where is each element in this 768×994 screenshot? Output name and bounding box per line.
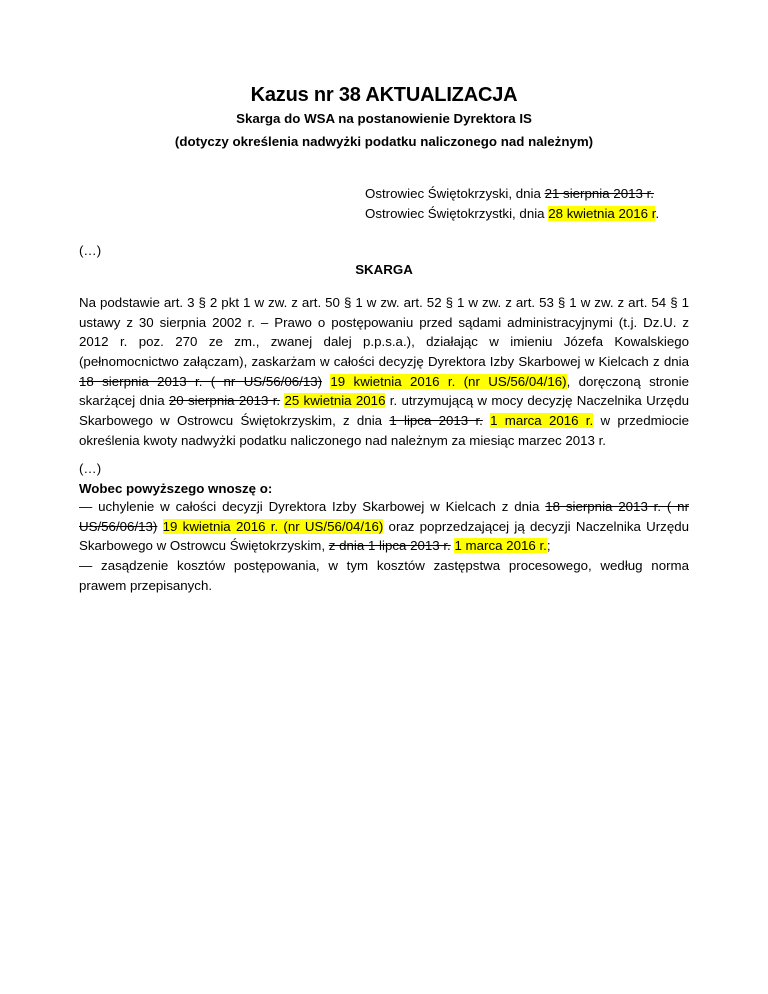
paragraph-line: ustawy z 30 sierpnia 2002 r. – Prawo o postępowaniu przed sądami administracyjnymi (t.j. Dz.U. z <box>79 314 689 330</box>
line-text: , doręczoną stronie <box>566 373 689 389</box>
paragraph-line: Na podstawie art. 3 § 2 pkt 1 w zw. z art. 50 § 1 w zw. art. 52 § 1 w zw. z art. 53 § 1 w zw. z art. 54 § 1 <box>79 295 689 310</box>
struck-text: 1 lipca 2013 r. <box>389 413 483 429</box>
line-text: Skarbowego w Ostrowcu Świętokrzyskim, <box>79 538 329 554</box>
highlighted-date: 28 kwietnia 2016 <box>548 206 649 221</box>
line-text: skarżącej dnia <box>79 393 169 409</box>
highlighted-text: 25 kwietnia 2016 <box>284 393 386 409</box>
place-prefix: Ostrowiec Świętokrzystki, dnia <box>365 206 549 221</box>
highlighted-suffix: r <box>648 206 656 221</box>
paragraph-line <box>79 372 689 392</box>
place-date-new <box>365 206 659 221</box>
document-subtitle-note: (dotyczy określenia nadwyżki podatku naliczonego nad należnym) <box>174 134 594 149</box>
line-text: — uchylenie w całości decyzji Dyrektora Izby Skarbowej w Kielcach z dnia <box>79 499 546 514</box>
highlighted-text: 1 marca 2016 r. <box>454 538 547 554</box>
main-paragraph <box>79 293 689 451</box>
period: . <box>655 206 660 221</box>
line-text: oraz poprzedzającej ją decyzji Naczelnika Urzędu <box>383 518 689 534</box>
ellipsis: (…) <box>79 461 102 476</box>
paragraph-line: — zasądzenie kosztów postępowania, w tym kosztów zastępstwa procesowego, według norma <box>79 558 689 574</box>
struck-text: 18 sierpnia 2013 r. ( nr <box>545 499 689 514</box>
struck-text: 20 sierpnia 2013 r. <box>168 393 281 409</box>
struck-text: 18 sierpnia 2013 r. ( nr US/56/06/13) <box>79 373 323 389</box>
requests-heading: Wobec powyższego wnoszę o: <box>79 481 273 496</box>
document-title: Kazus nr 38 AKTUALIZACJA <box>250 84 518 106</box>
line-text: Skarbowego w Ostrowcu Świętokrzyskim, z dnia <box>79 413 390 429</box>
paragraph-line <box>79 497 689 517</box>
document-subtitle: Skarga do WSA na postanowienie Dyrektora IS <box>236 111 532 126</box>
line-text: ; <box>546 538 551 554</box>
place-prefix: Ostrowiec Świętokrzyski, dnia <box>365 186 545 201</box>
highlighted-text: 19 kwietnia 2016 r. (nr US/56/04/16) <box>330 373 567 389</box>
highlighted-text: 1 marca 2016 r. <box>490 413 594 429</box>
struck-text: z dnia 1 lipca 2013 r. <box>328 538 451 554</box>
paragraph-line: (pełnomocnictwo załączam), zaskarżam w całości decyzję Dyrektora Izby Skarbowej w Kielcach z dnia <box>79 354 689 370</box>
requests-paragraph <box>79 497 689 595</box>
paragraph-line <box>79 536 689 556</box>
line-text: w przedmiocie <box>593 413 689 429</box>
highlighted-text: 19 kwietnia 2016 r. (nr US/56/04/16) <box>162 518 384 534</box>
struck-text: US/56/06/13) <box>79 518 158 534</box>
ellipsis: (…) <box>79 243 102 258</box>
line-text: r. utrzymującą w mocy decyzję Naczelnika Urzędu <box>385 393 689 409</box>
skarga-heading: SKARGA <box>355 262 413 277</box>
paragraph-line <box>79 411 689 431</box>
paragraph-line <box>79 391 689 411</box>
paragraph-line: 2012 r. poz. 270 ze zm., zwanej dalej p.p.s.a.), działając w imieniu Józefa Kowalskiego <box>79 334 689 350</box>
place-date-old <box>365 186 654 201</box>
paragraph-line: prawem przepisanych. <box>79 577 213 593</box>
paragraph-line <box>79 517 689 537</box>
struck-date: 21 sierpnia 2013 r. <box>544 186 654 201</box>
paragraph-line: określenia kwoty nadwyżki podatku naliczonego nad należnym za miesiąc marzec 2013 r. <box>79 432 606 448</box>
